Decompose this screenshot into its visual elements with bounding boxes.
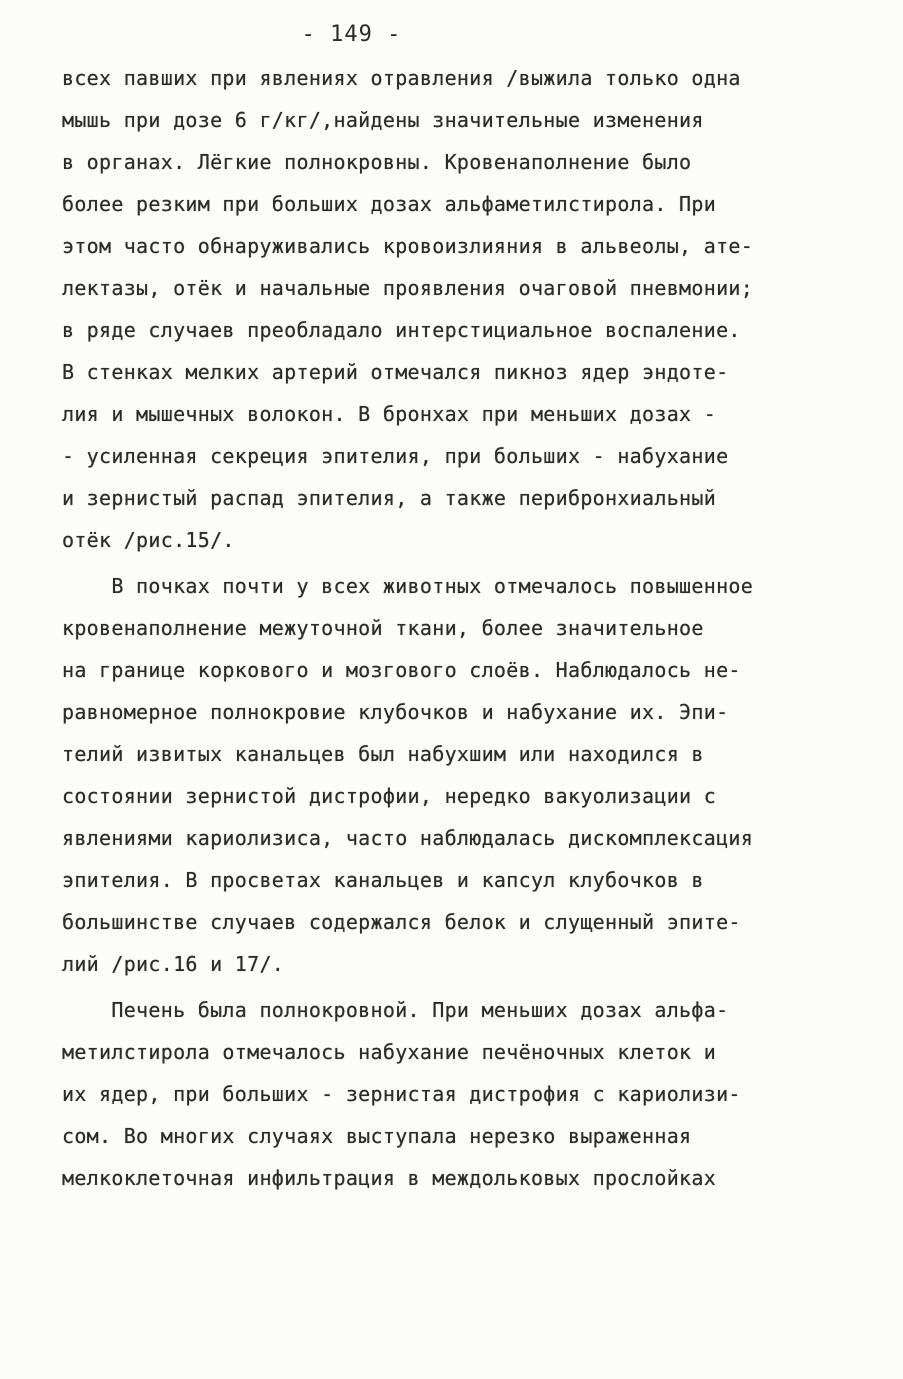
text-line: - усиленная секреция эпителия, при больших - набухание bbox=[62, 444, 729, 468]
text-line: в ряде случаев преобладало интерстициальное воспаление. bbox=[62, 318, 741, 342]
text-line: явлениями кариолизиса, часто наблюдалась дискомплексация bbox=[62, 826, 754, 850]
text-line: большинстве случаев содержался белок и слущенный эпите- bbox=[62, 910, 741, 934]
text-line: телий извитых канальцев был набухшим или находился в bbox=[62, 742, 704, 766]
text-line: мелкоклеточная инфильтрация в междольковых прослойках bbox=[62, 1166, 717, 1190]
text-line: на границе коркового и мозгового слоёв. Наблюдалось не- bbox=[62, 658, 741, 682]
text-line: лектазы, отёк и начальные проявления очаговой пневмонии; bbox=[62, 276, 754, 300]
text-line: и зернистый распад эпителия, а также перибронхиальный bbox=[62, 486, 717, 510]
text-line: лий /рис.16 и 17/. bbox=[62, 952, 285, 976]
text-line: В почках почти у всех животных отмечалось повышенное bbox=[62, 574, 754, 598]
text-line: эпителия. В просветах канальцев и капсул клубочков в bbox=[62, 868, 704, 892]
text-line: состоянии зернистой дистрофии, нередко вакуолизации с bbox=[62, 784, 717, 808]
page-number: - 149 - bbox=[301, 22, 402, 47]
text-line: лия и мышечных волокон. В бронхах при меньших дозах - bbox=[62, 402, 717, 426]
text-line: этом часто обнаруживались кровоизлияния в альвеолы, ате- bbox=[62, 234, 754, 258]
text-line: кровенаполнение межуточной ткани, более значительное bbox=[62, 616, 704, 640]
text-line: Печень была полнокровной. При меньших дозах альфа- bbox=[62, 998, 729, 1022]
text-line: метилстирола отмечалось набухание печёночных клеток и bbox=[62, 1040, 717, 1064]
text-line: более резким при больших дозах альфаметилстирола. При bbox=[62, 192, 717, 216]
text-line: равномерное полнокровие клубочков и набухание их. Эпи- bbox=[62, 700, 729, 724]
text-line: В стенках мелких артерий отмечался пикноз ядер эндоте- bbox=[62, 360, 729, 384]
text-line: в органах. Лёгкие полнокровны. Кровенаполнение было bbox=[62, 150, 692, 174]
text-line: их ядер, при больших - зернистая дистрофия с кариолизи- bbox=[62, 1082, 741, 1106]
text-line: сом. Во многих случаях выступала нерезко выраженная bbox=[62, 1124, 692, 1148]
text-line: всех павших при явлениях отравления /выжила только одна bbox=[62, 66, 741, 90]
text-line: мышь при дозе 6 г/кг/,найдены значительные изменения bbox=[62, 108, 704, 132]
text-line: отёк /рис.15/. bbox=[62, 528, 235, 552]
